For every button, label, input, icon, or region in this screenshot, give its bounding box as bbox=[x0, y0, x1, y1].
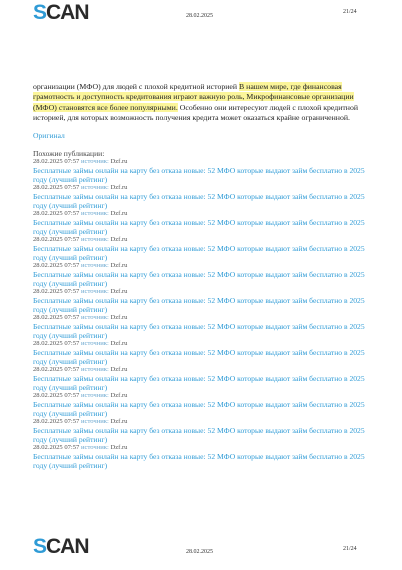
publication-meta bbox=[33, 288, 369, 296]
publication-link[interactable]: Бесплатные займы онлайн на карту без отказа новые: 52 МФО которые выдают займ бесплатно в 2025 году (лучший рейтинг) bbox=[33, 218, 365, 237]
source-name: Dzf.ru bbox=[110, 340, 128, 348]
publication-meta bbox=[33, 418, 369, 426]
paragraph-text-start: организации (МФО) для людей с плохой кредитной историей bbox=[33, 82, 240, 91]
publication-link[interactable]: Бесплатные займы онлайн на карту без отказа новые: 52 МФО которые выдают займ бесплатно в 2025 году (лучший рейтинг) bbox=[33, 374, 365, 393]
publication-meta bbox=[33, 444, 369, 452]
source-label: источник: bbox=[81, 418, 109, 426]
header-page-number: 21/24 bbox=[343, 9, 357, 15]
publication-date: 28.02.2025 07:57 bbox=[33, 366, 80, 374]
publication-date: 28.02.2025 07:57 bbox=[33, 340, 80, 348]
similar-publications-list bbox=[33, 158, 369, 470]
publication-link[interactable]: Бесплатные займы онлайн на карту без отказа новые: 52 МФО которые выдают займ бесплатно в 2025 году (лучший рейтинг) bbox=[33, 296, 365, 315]
publication-meta bbox=[33, 314, 369, 322]
publication-date: 28.02.2025 07:57 bbox=[33, 262, 80, 270]
publication-date: 28.02.2025 07:57 bbox=[33, 158, 80, 166]
logo-letter-s: S bbox=[33, 535, 47, 558]
publication-date: 28.02.2025 07:57 bbox=[33, 184, 80, 192]
source-name: Dzf.ru bbox=[110, 366, 128, 374]
source-label: источник: bbox=[81, 392, 109, 400]
source-name: Dzf.ru bbox=[110, 262, 128, 270]
source-label: источник: bbox=[81, 366, 109, 374]
publication-link[interactable]: Бесплатные займы онлайн на карту без отказа новые: 52 МФО которые выдают займ бесплатно в 2025 году (лучший рейтинг) bbox=[33, 270, 365, 289]
publication-meta bbox=[33, 340, 369, 348]
source-label: источник: bbox=[81, 444, 109, 452]
footer-page-number: 21/24 bbox=[343, 546, 357, 552]
source-label: источник: bbox=[81, 210, 109, 218]
publication-link[interactable]: Бесплатные займы онлайн на карту без отказа новые: 52 МФО которые выдают займ бесплатно в 2025 году (лучший рейтинг) bbox=[33, 244, 365, 263]
publication-date: 28.02.2025 07:57 bbox=[33, 392, 80, 400]
publication-date: 28.02.2025 07:57 bbox=[33, 210, 80, 218]
publication-date: 28.02.2025 07:57 bbox=[33, 444, 80, 452]
publication-link[interactable]: Бесплатные займы онлайн на карту без отказа новые: 52 МФО которые выдают займ бесплатно в 2025 году (лучший рейтинг) bbox=[33, 166, 365, 185]
publication-date: 28.02.2025 07:57 bbox=[33, 418, 80, 426]
original-link[interactable]: Оригинал bbox=[33, 131, 65, 141]
paragraph-text-end: Особенно они интересуют людей с плохой кредитной историей, для которых возможность получения кредита может оказаться крайне ограниченной. bbox=[33, 102, 359, 122]
source-label: источник: bbox=[81, 288, 109, 296]
source-label: источник: bbox=[81, 158, 109, 166]
publication-meta bbox=[33, 366, 369, 374]
logo-letters-can: CAN bbox=[46, 1, 89, 24]
source-name: Dzf.ru bbox=[110, 288, 128, 296]
source-label: источник: bbox=[81, 184, 109, 192]
footer-date: 28.02.2025 bbox=[186, 549, 213, 555]
publication-link[interactable]: Бесплатные займы онлайн на карту без отказа новые: 52 МФО которые выдают займ бесплатно в 2025 году (лучший рейтинг) bbox=[33, 426, 365, 445]
publication-meta bbox=[33, 392, 369, 400]
header-date: 28.02.2025 bbox=[186, 13, 213, 19]
source-name: Dzf.ru bbox=[110, 444, 128, 452]
publication-link[interactable]: Бесплатные займы онлайн на карту без отказа новые: 52 МФО которые выдают займ бесплатно в 2025 году (лучший рейтинг) bbox=[33, 192, 365, 211]
source-label: источник: bbox=[81, 340, 109, 348]
publication-link[interactable]: Бесплатные займы онлайн на карту без отказа новые: 52 МФО которые выдают займ бесплатно в 2025 году (лучший рейтинг) bbox=[33, 400, 365, 419]
publication-link[interactable]: Бесплатные займы онлайн на карту без отказа новые: 52 МФО которые выдают займ бесплатно в 2025 году (лучший рейтинг) bbox=[33, 452, 365, 471]
publication-date: 28.02.2025 07:57 bbox=[33, 236, 80, 244]
scan-logo-footer bbox=[33, 537, 89, 557]
publication-date: 28.02.2025 07:57 bbox=[33, 314, 80, 322]
source-name: Dzf.ru bbox=[110, 158, 128, 166]
publication-meta bbox=[33, 158, 369, 166]
source-name: Dzf.ru bbox=[110, 210, 128, 218]
source-name: Dzf.ru bbox=[110, 418, 128, 426]
similar-publications-title: Похожие публикации: bbox=[33, 149, 105, 159]
publication-meta bbox=[33, 262, 369, 270]
source-label: источник: bbox=[81, 262, 109, 270]
article-paragraph bbox=[33, 82, 369, 123]
publication-meta bbox=[33, 210, 369, 218]
highlighted-text: В нашем мире, где финансовая грамотность и доступность кредитования играют важную роль, Микрофинансовые организации (МФО) становятся все более популярными. bbox=[33, 82, 354, 112]
source-name: Dzf.ru bbox=[110, 314, 128, 322]
source-label: источник: bbox=[81, 314, 109, 322]
source-name: Dzf.ru bbox=[110, 184, 128, 192]
logo-letters-can: CAN bbox=[46, 535, 89, 558]
publication-date: 28.02.2025 07:57 bbox=[33, 288, 80, 296]
source-name: Dzf.ru bbox=[110, 236, 128, 244]
publication-link[interactable]: Бесплатные займы онлайн на карту без отказа новые: 52 МФО которые выдают займ бесплатно в 2025 году (лучший рейтинг) bbox=[33, 348, 365, 367]
scan-logo bbox=[33, 3, 89, 23]
publication-meta bbox=[33, 184, 369, 192]
source-name: Dzf.ru bbox=[110, 392, 128, 400]
publication-meta bbox=[33, 236, 369, 244]
publication-link[interactable]: Бесплатные займы онлайн на карту без отказа новые: 52 МФО которые выдают займ бесплатно в 2025 году (лучший рейтинг) bbox=[33, 322, 365, 341]
source-label: источник: bbox=[81, 236, 109, 244]
logo-letter-s: S bbox=[33, 1, 47, 24]
page-content bbox=[33, 82, 369, 470]
